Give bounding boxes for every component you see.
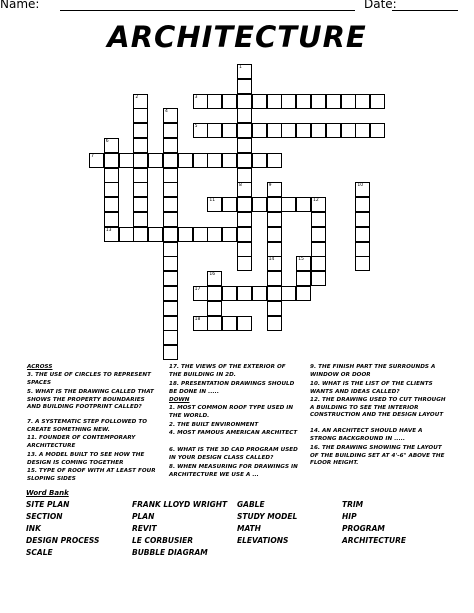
word-bank-item: HIP — [342, 512, 357, 521]
down-clue: 14. AN ARCHITECT SHOULD HAVE A STRONG BACKGROUND IN ..... — [310, 428, 423, 442]
grid-cell[interactable] — [222, 94, 237, 109]
grid-cell[interactable] — [163, 212, 178, 227]
grid-cell[interactable] — [237, 256, 252, 271]
word-bank-item: PROGRAM — [342, 524, 385, 533]
down-clue: 8. WHEN MEASURING FOR DRAWINGS IN ARCHITECTURE WE USE A ... — [169, 464, 298, 478]
down-heading: DOWN — [169, 397, 190, 403]
grid-cell[interactable] — [207, 153, 222, 168]
grid-cell[interactable] — [281, 123, 296, 138]
grid-cell[interactable] — [163, 316, 178, 331]
grid-cell[interactable] — [193, 286, 208, 301]
down-clue: 9. THE FINISH PART THE SURROUNDS A WINDOW OR DOOR — [310, 364, 436, 378]
grid-cell[interactable] — [355, 256, 370, 271]
grid-cell[interactable] — [163, 197, 178, 212]
grid-cell[interactable] — [237, 286, 252, 301]
grid-cell[interactable] — [163, 242, 178, 257]
clue-number: 1 — [239, 65, 242, 70]
grid-cell[interactable] — [296, 256, 311, 271]
grid-cell[interactable] — [133, 94, 148, 109]
name-field[interactable] — [60, 10, 355, 11]
grid-cell[interactable] — [281, 94, 296, 109]
word-bank-item: SCALE — [26, 548, 53, 557]
grid-cell[interactable] — [252, 286, 267, 301]
clue-number: 5 — [194, 124, 198, 130]
word-bank-item: ARCHITECTURE — [342, 536, 406, 545]
name-label: Name: — [0, 0, 40, 11]
grid-cell[interactable] — [207, 227, 222, 242]
grid-cell[interactable] — [311, 227, 326, 242]
puzzle-title: ARCHITECTURE — [107, 20, 367, 54]
grid-cell[interactable] — [178, 227, 193, 242]
grid-cell[interactable] — [311, 242, 326, 257]
grid-cell[interactable] — [311, 256, 326, 271]
across-clue: 11. FOUNDER OF CONTEMPORARY ARCHITECTURE — [27, 435, 136, 449]
clue-number: 18 — [194, 316, 201, 322]
down-clue: 6. WHAT IS THE 3D CAD PROGRAM USED IN YOUR DESIGN CLASS CALLED? — [169, 447, 298, 461]
clue-number: 16 — [209, 272, 216, 278]
clue-number: 2 — [135, 94, 139, 100]
down-clue: 12. THE DRAWING USED TO CUT THROUGH A BUILDING TO SEE THE INTERIOR CONSTRUCTION AND THE DESIGN LAYOUT — [310, 397, 446, 419]
grid-cell[interactable] — [237, 316, 252, 331]
grid-cell[interactable] — [104, 168, 119, 183]
clue-number: 10 — [357, 183, 364, 189]
grid-cell[interactable] — [222, 153, 237, 168]
grid-cell[interactable] — [267, 227, 282, 242]
grid-cell[interactable] — [104, 153, 119, 168]
word-bank-item: MATH — [237, 524, 261, 533]
word-bank-item: STUDY MODEL — [237, 512, 298, 521]
grid-cell[interactable] — [355, 242, 370, 257]
grid-cell[interactable] — [237, 123, 252, 138]
down-clue: 1. MOST COMMON ROOF TYPE USED IN THE WORLD. — [169, 405, 294, 419]
grid-cell[interactable] — [104, 182, 119, 197]
grid-cell[interactable] — [237, 197, 252, 212]
grid-cell[interactable] — [222, 123, 237, 138]
grid-cell[interactable] — [237, 212, 252, 227]
grid-cell[interactable] — [163, 168, 178, 183]
grid-cell[interactable] — [355, 197, 370, 212]
grid-cell[interactable] — [237, 242, 252, 257]
grid-cell[interactable] — [267, 197, 282, 212]
grid-cell[interactable] — [193, 153, 208, 168]
grid-cell[interactable] — [267, 123, 282, 138]
grid-cell[interactable] — [237, 182, 252, 197]
grid-cell[interactable] — [163, 182, 178, 197]
grid-cell[interactable] — [163, 271, 178, 286]
grid-cell[interactable] — [311, 212, 326, 227]
clue-number: 17 — [194, 287, 201, 292]
grid-cell[interactable] — [104, 138, 119, 153]
grid-cell[interactable] — [163, 256, 178, 271]
grid-cell[interactable] — [237, 227, 252, 242]
word-bank-heading: Word Bank — [26, 489, 69, 497]
grid-cell[interactable] — [207, 94, 222, 109]
grid-cell[interactable] — [355, 182, 370, 197]
grid-cell[interactable] — [326, 123, 341, 138]
grid-cell[interactable] — [133, 168, 148, 183]
grid-cell[interactable] — [193, 227, 208, 242]
down-clue: 16. THE DRAWING SHOWING THE LAYOUT OF THE BUILDING SET AT 4'-6" ABOVE THE FLOOR HEIGHT. — [310, 445, 445, 467]
grid-cell[interactable] — [163, 345, 178, 360]
across-clue: 13. A MODEL BUILT TO SEE HOW THE DESIGN IS COMING TOGETHER — [27, 452, 145, 466]
grid-cell[interactable] — [119, 153, 134, 168]
grid-cell[interactable] — [237, 79, 252, 94]
grid-cell[interactable] — [119, 227, 134, 242]
date-field[interactable] — [392, 10, 458, 11]
grid-cell[interactable] — [104, 197, 119, 212]
grid-cell[interactable] — [267, 256, 282, 271]
across-clue: 17. THE VIEWS OF THE EXTERIOR OF THE BUILDING IN 2D. — [169, 364, 286, 378]
word-bank-item: SITE PLAN — [26, 500, 70, 509]
word-bank-item: PLAN — [132, 512, 155, 521]
grid-cell[interactable] — [267, 94, 282, 109]
word-bank-item: INK — [26, 524, 41, 533]
grid-cell[interactable] — [252, 123, 267, 138]
grid-cell[interactable] — [237, 94, 252, 109]
grid-cell[interactable] — [163, 153, 178, 168]
across-clue: 18. PRESENTATION DRAWINGS SHOULD BE DONE IN ..... — [169, 381, 295, 395]
across-clue: 15. TYPE OF ROOF WITH AT LEAST FOUR SLOPING SIDES — [27, 468, 156, 482]
grid-cell[interactable] — [267, 182, 282, 197]
grid-cell[interactable] — [148, 153, 163, 168]
grid-cell[interactable] — [281, 286, 296, 301]
grid-cell[interactable] — [237, 138, 252, 153]
grid-cell[interactable] — [370, 94, 385, 109]
grid-cell[interactable] — [296, 271, 311, 286]
down-clue: 10. WHAT IS THE LIST OF THE CLIENTS WANTS AND IDEAS CALLED? — [310, 381, 433, 395]
grid-cell[interactable] — [355, 212, 370, 227]
grid-cell[interactable] — [133, 108, 148, 123]
grid-cell[interactable] — [311, 123, 326, 138]
clue-number: 13 — [105, 227, 112, 233]
grid-cell[interactable] — [311, 271, 326, 286]
grid-cell[interactable] — [207, 123, 222, 138]
grid-cell[interactable] — [133, 138, 148, 153]
clue-number: 7 — [91, 153, 94, 159]
clue-number: 3 — [194, 94, 198, 100]
grid-cell[interactable] — [163, 227, 178, 242]
grid-cell[interactable] — [133, 123, 148, 138]
grid-cell[interactable] — [207, 197, 222, 212]
grid-cell[interactable] — [267, 212, 282, 227]
across-clue: 3. THE USE OF CIRCLES TO REPRESENT SPACES — [27, 372, 151, 386]
grid-cell[interactable] — [252, 197, 267, 212]
word-bank-item: DESIGN PROCESS — [26, 536, 100, 545]
grid-cell[interactable] — [267, 153, 282, 168]
grid-cell[interactable] — [222, 227, 237, 242]
grid-cell[interactable] — [252, 153, 267, 168]
grid-cell[interactable] — [207, 301, 222, 316]
date-label: Date: — [364, 0, 397, 11]
grid-cell[interactable] — [237, 153, 252, 168]
clue-number: 15 — [298, 257, 304, 263]
grid-cell[interactable] — [133, 227, 148, 242]
grid-cell[interactable] — [237, 64, 252, 79]
word-bank-item: BUBBLE DIAGRAM — [132, 548, 208, 557]
grid-cell[interactable] — [267, 316, 282, 331]
grid-cell[interactable] — [341, 94, 356, 109]
grid-cell[interactable] — [193, 123, 208, 138]
grid-cell[interactable] — [207, 271, 222, 286]
grid-cell[interactable] — [252, 94, 267, 109]
grid-cell[interactable] — [222, 286, 237, 301]
grid-cell[interactable] — [355, 123, 370, 138]
grid-cell[interactable] — [148, 227, 163, 242]
clue-number: 9 — [268, 183, 272, 189]
clue-number: 11 — [209, 198, 216, 204]
grid-cell[interactable] — [267, 271, 282, 286]
grid-cell[interactable] — [355, 94, 370, 109]
grid-cell[interactable] — [133, 197, 148, 212]
grid-cell[interactable] — [355, 227, 370, 242]
grid-cell[interactable] — [237, 168, 252, 183]
grid-cell[interactable] — [163, 138, 178, 153]
clue-number: 8 — [239, 183, 242, 189]
clue-number: 6 — [105, 139, 109, 144]
grid-cell[interactable] — [89, 153, 104, 168]
grid-cell[interactable] — [311, 94, 326, 109]
grid-cell[interactable] — [222, 197, 237, 212]
grid-cell[interactable] — [296, 286, 311, 301]
grid-cell[interactable] — [281, 197, 296, 212]
grid-cell[interactable] — [296, 123, 311, 138]
grid-cell[interactable] — [207, 286, 222, 301]
grid-cell[interactable] — [163, 123, 178, 138]
word-bank-item: GABLE — [237, 500, 265, 509]
grid-cell[interactable] — [222, 316, 237, 331]
grid-cell[interactable] — [341, 123, 356, 138]
grid-cell[interactable] — [311, 197, 326, 212]
word-bank-item: LE CORBUSIER — [132, 536, 194, 545]
grid-cell[interactable] — [163, 301, 178, 316]
grid-cell[interactable] — [267, 286, 282, 301]
across-clue: 5. WHAT IS THE DRAWING CALLED THAT SHOWS THE PROPERTY BOUNDARIES AND BUILDING FOOTPRINT CALLED? — [27, 389, 154, 411]
grid-cell[interactable] — [207, 316, 222, 331]
grid-cell[interactable] — [133, 182, 148, 197]
across-heading: ACROSS — [27, 364, 53, 370]
word-bank-item: ELEVATIONS — [237, 536, 289, 545]
word-bank-item: REVIT — [132, 524, 157, 533]
grid-cell[interactable] — [178, 153, 193, 168]
grid-cell[interactable] — [193, 94, 208, 109]
grid-cell[interactable] — [267, 301, 282, 316]
word-bank-item: TRIM — [342, 500, 364, 509]
grid-cell[interactable] — [370, 123, 385, 138]
grid-cell[interactable] — [163, 286, 178, 301]
word-bank-item: SECTION — [26, 512, 63, 521]
grid-cell[interactable] — [133, 212, 148, 227]
grid-cell[interactable] — [163, 108, 178, 123]
grid-cell[interactable] — [193, 316, 208, 331]
grid-cell[interactable] — [326, 94, 341, 109]
grid-cell[interactable] — [163, 330, 178, 345]
grid-cell[interactable] — [267, 242, 282, 257]
grid-cell[interactable] — [104, 227, 119, 242]
grid-cell[interactable] — [296, 197, 311, 212]
grid-cell[interactable] — [133, 153, 148, 168]
grid-cell[interactable] — [237, 108, 252, 123]
clue-number: 4 — [165, 109, 168, 115]
grid-cell[interactable] — [296, 94, 311, 109]
across-clue: 7. A SYSTEMATIC STEP FOLLOWED TO CREATE SOMETHING NEW. — [27, 419, 148, 433]
down-clue: 4. MOST FAMOUS AMERICAN ARCHITECT — [169, 430, 298, 436]
down-clue: 2. THE BUILT ENVIRONMENT — [169, 422, 259, 428]
clue-number: 14 — [268, 257, 275, 263]
clue-number: 12 — [313, 198, 319, 204]
grid-cell[interactable] — [104, 212, 119, 227]
word-bank-item: FRANK LLOYD WRIGHT — [132, 500, 228, 509]
